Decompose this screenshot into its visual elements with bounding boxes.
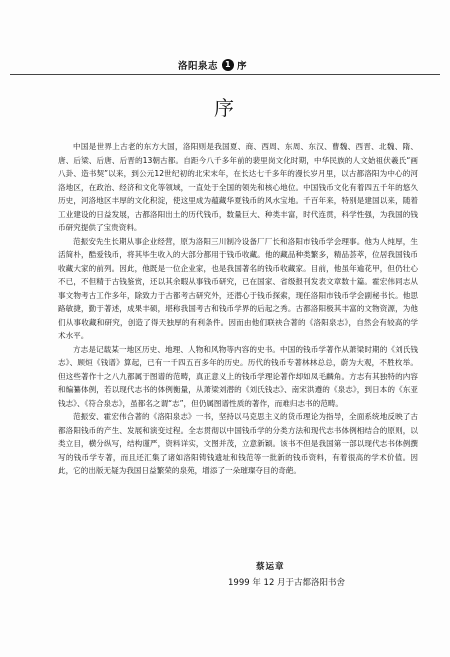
header-rule [10, 74, 440, 75]
signature-date: 1999 年 12 月于古都洛阳书舍 [228, 578, 346, 588]
preface-body [58, 140, 418, 478]
author-signature: 蔡运章 [256, 562, 285, 572]
running-header [178, 58, 247, 72]
header-section-label: 序 [237, 61, 248, 72]
page-number-badge: 1 [222, 59, 234, 71]
paragraph-2: 范振安先生长期从事企业经营，原为洛阳三川制冷设备厂厂长和洛阳市钱币学会理事。他为人纯厚，生活简朴，酷爱钱币，将其毕生收入的大部分都用于钱币收藏。他的藏品种类繁多，精品荟萃，位居我国钱币收藏大家的前列。因此，他既是一位企业家，也是我国著名的钱币收藏家。目前，他虽年逾花甲，但仍壮心不已，不但精于古钱鉴赏，还以其余暇从事钱币研究，已在国家、省级报刊发表文章数十篇。霍宏伟同志从事文物考古工作多年，除致力于古都考古研究外，还潜心于钱币探索，现任洛阳市钱币学会副秘书长。他思路敏捷，勤于著述，成果丰硕，堪称我国考古和钱币学界的后起之秀。古都洛阳极其丰富的文物资源，为他们从事收藏和研究，创造了得天独厚的有利条件。因而由他们联袂合著的《洛阳泉志》，自然会有较高的学术水平。 [58, 236, 418, 340]
page-title: 序 [214, 96, 236, 120]
paragraph-4: 范振安、霍宏伟合著的《洛阳泉志》一书，坚持以马克思主义的货币理论为指导，全面系统地反映了古都洛阳钱币的产生、发展和演变过程。全志贯彻以中国钱币学的分类方法和现代志书体例相结合的原则，以类立目，横分纵写，结构谨严，资料详实，文图并茂，立意新颖。该书不但是我国第一部以现代志书体例撰写的钱币学专著，而且还汇集了诸如洛阳铸钱遗址和钱范等一批新的钱币资料，有着很高的学术价值。因此，它的出版无疑为我国日益繁荣的泉苑，增添了一朵璀璨夺目的奇葩。 [58, 412, 418, 475]
paragraph-1: 中国是世界上古老的东方大国，洛阳则是我国夏、商、西周、东周、东汉、曹魏、西晋、北魏、隋、唐、后梁、后唐、后晋的13朝古都。自距今八千多年前的裴里岗文化时期，中华民族的人文始祖伏羲氏“画八卦、造书契”以来，到公元12世纪初的北宋末年，在长达七千多年的漫长岁月里，以古都洛阳为中心的河洛地区，在政治、经济和文化等领域，一直处于全国的领先和核心地位。中国钱币文化有着四五千年的悠久历史，河洛地区丰厚的文化积淀，使这里成为蕴藏华夏钱币的风水宝地。千百年来，特别是建国以来，随着工业建设的日益发展，古都洛阳出土的历代钱币，数量巨大、种类丰富，时代连贯，科学性强，为我国的钱币研究提供了宝贵资料。 [58, 142, 418, 232]
header-book-title: 洛阳泉志 [178, 61, 219, 72]
paragraph-3: 方志是记载某一地区历史、地理、人物和风物等内容的史书。中国的钱币学著作从萧梁时期的《刘氏钱志》、顾烜《钱谱》算起，已有一千四五百多年的历史。历代的钱币专著林林总总，蔚为大观，不胜枚举。但这些著作十之八九都属于图谱的范畴，真正意义上的钱币学理论著作却如凤毛麟角。方志有其独特的内容和编纂体例，若以现代志书的体例衡量，从萧梁刘潜的《刘氏钱志》、南宋洪遵的《泉志》，到日本的《东亚钱志》、《符合泉志》，虽都名之谓“志”，但仍属图谱性质的著作，而难归志书的范畴。 [58, 344, 418, 408]
